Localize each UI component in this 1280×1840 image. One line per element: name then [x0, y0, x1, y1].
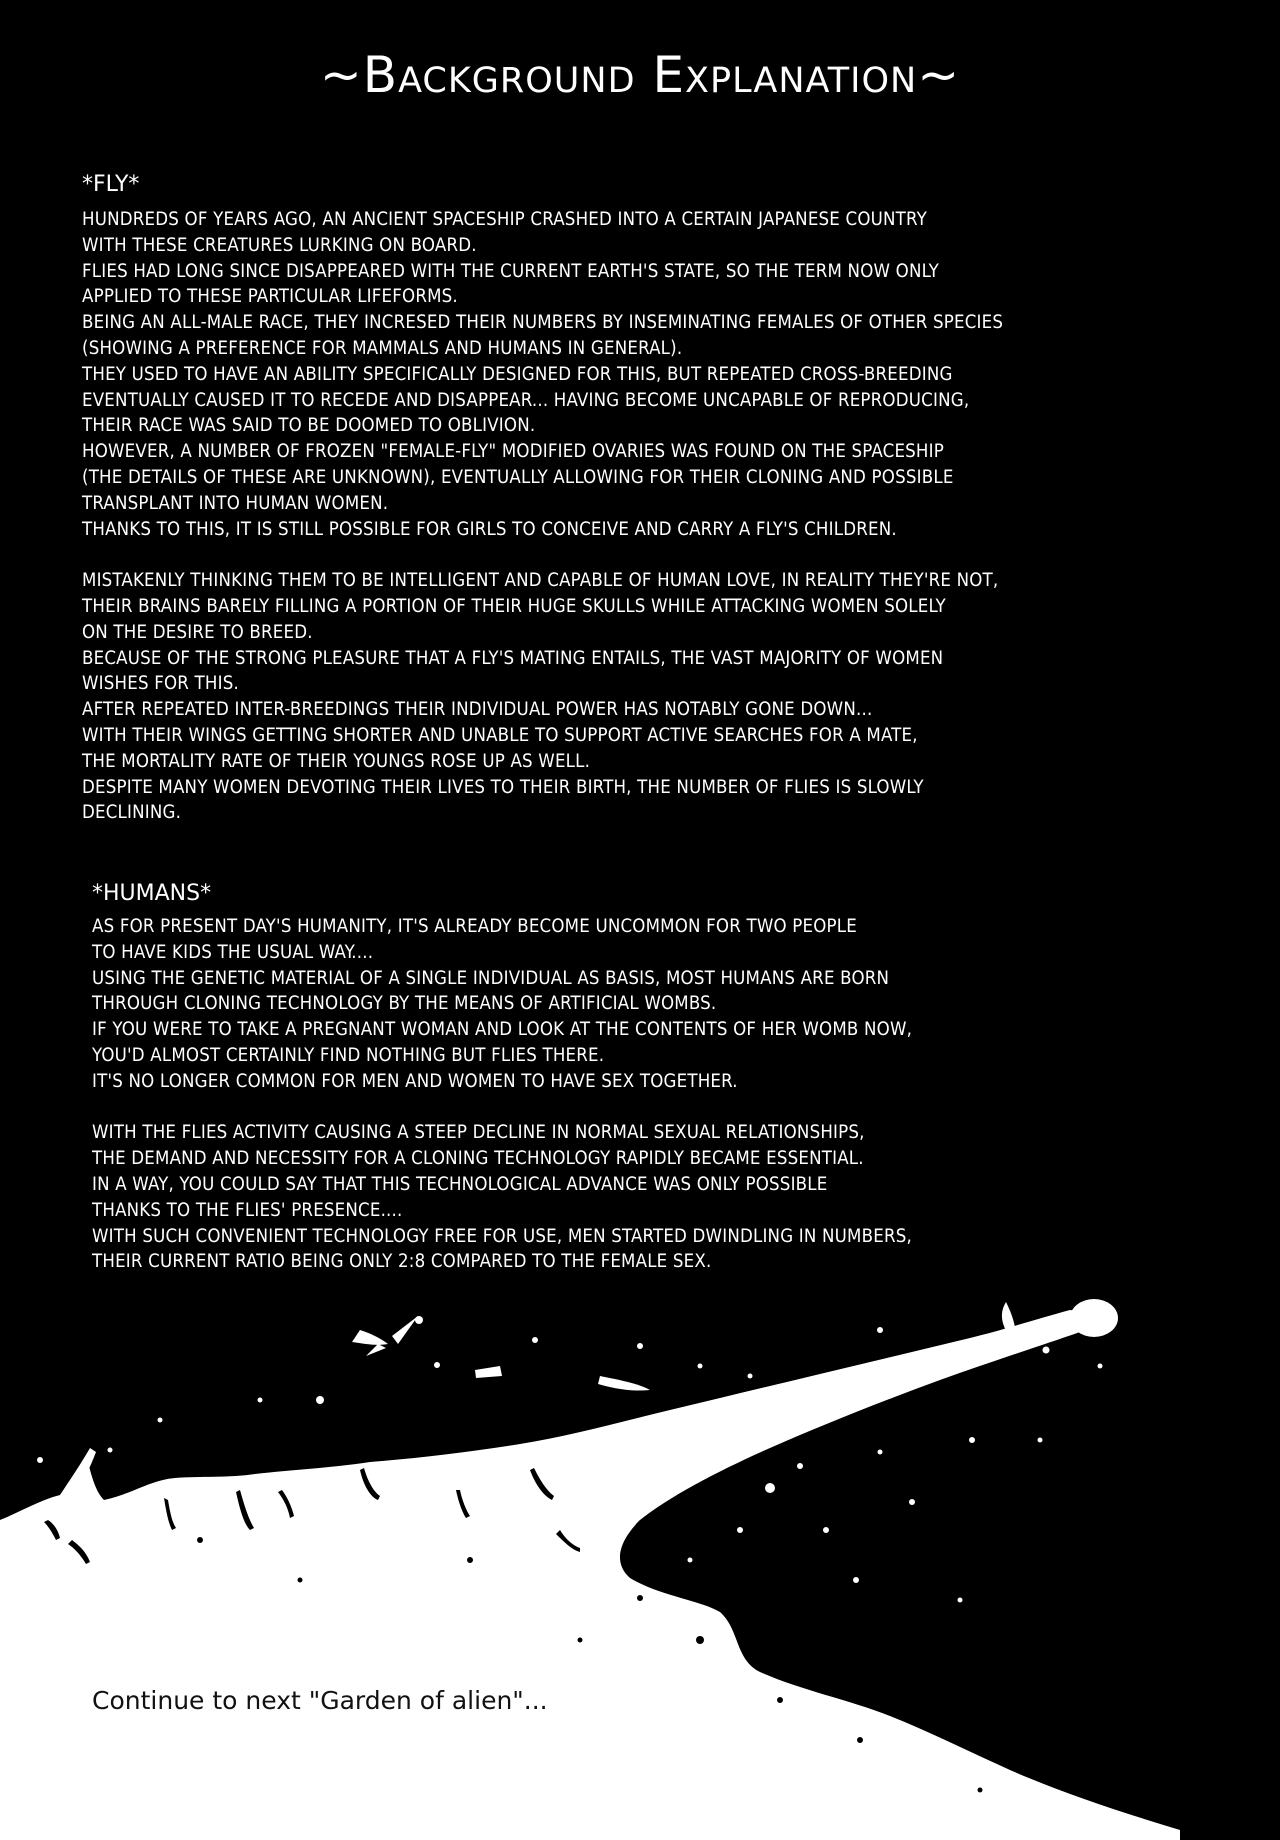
- humans-text-line: IF YOU WERE TO TAKE A PREGNANT WOMAN AND LOOK AT THE CONTENTS OF HER WOMB NOW,: [92, 1019, 913, 1041]
- fly-text-line: MISTAKENLY THINKING THEM TO BE INTELLIGENT AND CAPABLE OF HUMAN LOVE, IN REALITY THEY'RE NOT,: [82, 570, 999, 592]
- fly-text-line: APPLIED TO THESE PARTICULAR LIFEFORMS.: [82, 286, 458, 308]
- fly-text-line: WITH THEIR WINGS GETTING SHORTER AND UNABLE TO SUPPORT ACTIVE SEARCHES FOR A MATE,: [82, 724, 918, 746]
- humans-text-line: USING THE GENETIC MATERIAL OF A SINGLE INDIVIDUAL AS BASIS, MOST HUMANS ARE BORN: [92, 967, 890, 989]
- humans-text-line: IN A WAY, YOU COULD SAY THAT THIS TECHNOLOGICAL ADVANCE WAS ONLY POSSIBLE: [92, 1173, 828, 1195]
- humans-text-line: TO HAVE KIDS THE USUAL WAY....: [92, 941, 374, 963]
- page-number: 25: [1160, 1754, 1192, 1786]
- humans-text-line: THE DEMAND AND NECESSITY FOR A CLONING TECHNOLOGY RAPIDLY BECAME ESSENTIAL.: [92, 1148, 864, 1170]
- fly-text-line: THEY USED TO HAVE AN ABILITY SPECIFICALLY DESIGNED FOR THIS, BUT REPEATED CROSS-BREEDING: [82, 363, 953, 385]
- humans-text-line: THANKS TO THE FLIES' PRESENCE....: [92, 1199, 403, 1221]
- fly-text-line: (SHOWING A PREFERENCE FOR MAMMALS AND HUMANS IN GENERAL).: [82, 337, 683, 359]
- fly-text-line: THE MORTALITY RATE OF THEIR YOUNGS ROSE UP AS WELL.: [82, 750, 591, 772]
- fly-text-line: DESPITE MANY WOMEN DEVOTING THEIR LIVES TO THEIR BIRTH, THE NUMBER OF FLIES IS SLOWLY: [82, 776, 924, 798]
- fly-text-line: HOWEVER, A NUMBER OF FROZEN "FEMALE-FLY" MODIFIED OVARIES WAS FOUND ON THE SPACESHIP: [82, 441, 944, 463]
- fly-text-line: THANKS TO THIS, IT IS STILL POSSIBLE FOR GIRLS TO CONCEIVE AND CARRY A FLY'S CHILDREN.: [82, 518, 897, 540]
- humans-text-line: THROUGH CLONING TECHNOLOGY BY THE MEANS OF ARTIFICIAL WOMBS.: [92, 993, 717, 1015]
- humans-text-line: AS FOR PRESENT DAY'S HUMANITY, IT'S ALREADY BECOME UNCOMMON FOR TWO PEOPLE: [92, 916, 857, 937]
- humans-section-heading: *HUMANS*: [92, 881, 212, 906]
- fly-text-line: EVENTUALLY CAUSED IT TO RECEDE AND DISAPPEAR... HAVING BECOME UNCAPABLE OF REPRODUCING,: [82, 389, 970, 411]
- humans-text-line: WITH THE FLIES ACTIVITY CAUSING A STEEP DECLINE IN NORMAL SEXUAL RELATIONSHIPS,: [92, 1122, 865, 1144]
- fly-text-line: BECAUSE OF THE STRONG PLEASURE THAT A FLY'S MATING ENTAILS, THE VAST MAJORITY OF WOMEN: [82, 647, 944, 669]
- fly-text-line: ON THE DESIRE TO BREED.: [82, 621, 313, 643]
- fly-section-heading: *FLY*: [82, 172, 140, 197]
- fly-text-line: WITH THESE CREATURES LURKING ON BOARD.: [82, 234, 477, 256]
- continue-note: Continue to next "Garden of alien"...: [92, 1686, 548, 1715]
- fly-text-line: TRANSPLANT INTO HUMAN WOMEN.: [82, 492, 389, 514]
- fly-text-line: BEING AN ALL-MALE RACE, THEY INCRESED THEIR NUMBERS BY INSEMINATING FEMALES OF OTHER SPECIES: [82, 312, 1004, 334]
- humans-text-line: YOU'D ALMOST CERTAINLY FIND NOTHING BUT FLIES THERE.: [92, 1044, 605, 1066]
- fly-text-line: HUNDREDS OF YEARS AGO, AN ANCIENT SPACESHIP CRASHED INTO A CERTAIN JAPANESE COUNTRY: [82, 209, 927, 230]
- fly-text-line: THEIR RACE WAS SAID TO BE DOOMED TO OBLIVION.: [82, 415, 536, 437]
- fly-text-line: AFTER REPEATED INTER-BREEDINGS THEIR INDIVIDUAL POWER HAS NOTABLY GONE DOWN...: [82, 699, 873, 721]
- humans-text-line: WITH SUCH CONVENIENT TECHNOLOGY FREE FOR USE, MEN STARTED DWINDLING IN NUMBERS,: [92, 1225, 912, 1247]
- humans-text-line: IT'S NO LONGER COMMON FOR MEN AND WOMEN TO HAVE SEX TOGETHER.: [92, 1070, 738, 1092]
- page-title: ~Background Explanation~: [319, 46, 961, 104]
- fly-text-line: DECLINING.: [82, 802, 182, 824]
- fly-text-line: THEIR BRAINS BARELY FILLING A PORTION OF THEIR HUGE SKULLS WHILE ATTACKING WOMEN SOLELY: [82, 595, 946, 617]
- fly-text-line: FLIES HAD LONG SINCE DISAPPEARED WITH THE CURRENT EARTH'S STATE, SO THE TERM NOW ONLY: [82, 260, 939, 282]
- humans-text-line: THEIR CURRENT RATIO BEING ONLY 2:8 COMPARED TO THE FEMALE SEX.: [92, 1251, 712, 1273]
- fly-text-line: (THE DETAILS OF THESE ARE UNKNOWN), EVENTUALLY ALLOWING FOR THEIR CLONING AND POSSIBLE: [82, 466, 954, 488]
- fly-text-line: WISHES FOR THIS.: [82, 673, 239, 695]
